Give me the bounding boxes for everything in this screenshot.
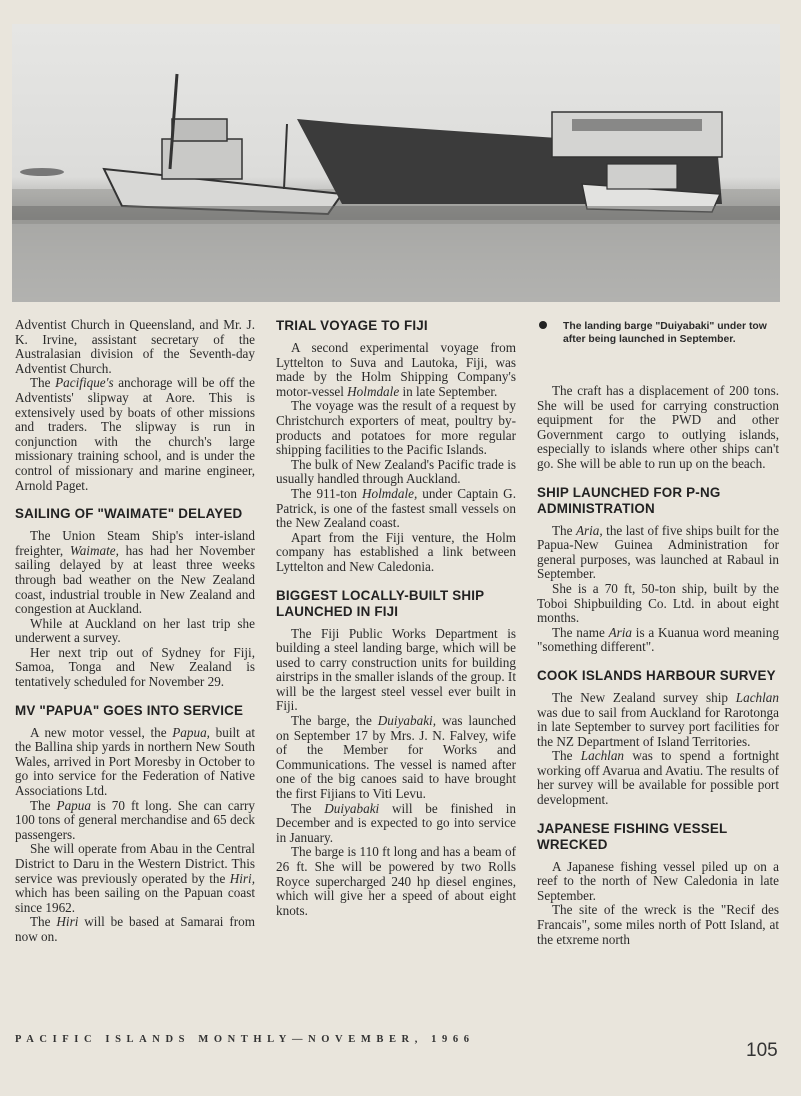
barge-and-tugboat-photo-icon	[12, 24, 780, 302]
column-2	[276, 318, 516, 918]
ship-name: Papua	[56, 797, 91, 813]
paragraph: Adventist Church in Queensland, and Mr. J. K. Irvine, assistant secretary of the Australasian division of the Seventh-day Adventist Church.	[15, 317, 255, 376]
paragraph: A second experimental voyage from Lyttelton to Suva and Lautoka, Fiji, was made by the Holm Shipping Company's motor-vessel Holmdale in late September.	[276, 340, 516, 399]
paragraph: While at Auckland on her last trip she underwent a survey.	[15, 615, 255, 646]
paragraph: The barge, the Duiyabaki, was launched on September 17 by Mrs. J. N. Falvey, wife of the Member for Works and Communications. The vessel is named after one of the big canoes said to have brought the first Fijians to Viti Levu.	[276, 713, 516, 802]
paragraph: A Japanese fishing vessel piled up on a reef to the north of New Caledonia in late September.	[537, 858, 779, 903]
paragraph: She will operate from Abau in the Central District to Daru in the Western District. This service was previously operated by the Hiri, which has been sailing on the Papuan coast since 1962.	[15, 841, 255, 915]
page-number: 105	[746, 1040, 778, 1061]
headline-cook-islands: COOK ISLANDS HARBOUR SURVEY	[537, 667, 776, 683]
paragraph: The voyage was the result of a request by Christchurch exporters of meat, poultry by-products and potatoes for more regular shipping facilities to the Pacific Islands.	[276, 398, 516, 458]
ship-name: Duiyabaki	[324, 800, 380, 816]
column-1	[15, 318, 255, 945]
ship-name: Holmdale,	[361, 485, 418, 501]
paragraph: The Union Steam Ship's inter-island freighter, Waimate, has had her November sailing delayed by at least three weeks through bad weather on the New Zealand coast, industrial trouble in New Zealand and congestion at Auckland.	[15, 528, 255, 617]
headline-japanese-vessel: JAPANESE FISHING VESSEL WRECKED	[537, 820, 728, 852]
paragraph: The barge is 110 ft long and has a beam of 26 ft. She will be powered by two Rolls Royce supercharged 240 hp diesel engines, which will give her a speed of about eight knots.	[276, 844, 516, 918]
paragraph: A new motor vessel, the Papua, built at the Ballina ship yards in northern New South Wales, arrived in Port Moresby in October to go into service for the Federation of Native Associations Ltd.	[15, 724, 255, 799]
ship-name: Lachlan	[580, 748, 625, 764]
paragraph: The bulk of New Zealand's Pacific trade is usually handled through Auckland.	[276, 456, 516, 487]
ship-name: Holmdale	[347, 383, 400, 399]
ship-name: Aria,	[575, 522, 603, 538]
paragraph: The Aria, the last of five ships built for the Papua-New Guinea Administration for general purposes, was launched at Rabaul in September.	[537, 522, 779, 582]
bullet-icon	[539, 321, 547, 329]
headline-waimate: SAILING OF "WAIMATE" DELAYED	[15, 506, 243, 522]
ship-name: Papua,	[172, 724, 210, 740]
paragraph: The 911-ton Holmdale, under Captain G. Patrick, is one of the fastest small vessels on the New Zealand coast.	[276, 485, 516, 531]
ship-name: Pacifique's	[55, 375, 114, 391]
paragraph: The craft has a displacement of 200 tons. She will be used for carrying construction equipment for the PWD and other Government cargo to outlying islands, especially to islands where other ships can't go. She will be able to run up on the beach.	[537, 383, 779, 471]
paragraph: The Lachlan was to spend a fortnight working off Avarua and Avatiu. The results of her survey will be available for possible port development.	[537, 748, 779, 808]
headline-trial-voyage: TRIAL VOYAGE TO FIJI	[276, 318, 428, 333]
paragraph: Apart from the Fiji venture, the Holm company has established a link between Lyttelton and New Caledonia.	[276, 529, 516, 574]
photo-caption: The landing barge "Duiyabaki" under tow after being launched in September.	[537, 320, 779, 346]
ship-name: Lachlan	[735, 689, 779, 705]
paragraph: The Pacifique's anchorage will be off the Adventists' slipway at Aore. This is extensively used by boats of other missions and traders. The slipway is run in conjunction with the church's large missionary training school, and is under the control of missionary and marine engineer, Arnold Paget.	[15, 375, 255, 493]
paragraph: She is a 70 ft, 50-ton ship, built by the Toboi Shipbuilding Co. Ltd. in about eight months.	[537, 580, 779, 626]
ship-name: Hiri,	[229, 870, 255, 886]
headline-biggest-ship: BIGGEST LOCALLY-BUILT SHIP LAUNCHED IN FIJI	[276, 587, 485, 619]
headline-papua: MV "PAPUA" GOES INTO SERVICE	[15, 702, 244, 718]
ship-name: Waimate,	[69, 542, 119, 558]
ship-name: Duiyabaki,	[377, 713, 437, 729]
paragraph: The Papua is 70 ft long. She can carry 100 tons of general merchandise and 65 deck passengers.	[15, 797, 255, 842]
column-3	[537, 318, 779, 947]
running-footer: PACIFIC ISLANDS MONTHLY—NOVEMBER, 1966	[15, 1034, 475, 1045]
ship-name: Aria	[608, 624, 633, 640]
ship-name: Hiri	[56, 914, 79, 930]
paragraph: The Duiyabaki will be finished in December and is expected to go into service in January.	[276, 800, 516, 845]
paragraph: The Hiri will be based at Samarai from now on.	[15, 914, 255, 944]
paragraph: Her next trip out of Sydney for Fiji, Samoa, Tonga and New Zealand is tentatively scheduled for November 29.	[15, 644, 255, 690]
paragraph: The Fiji Public Works Department is building a steel landing barge, which will be used to carry construction units for building airstrips in the smaller islands of the group. It will be the largest steel vessel ever built in Fiji.	[276, 625, 516, 714]
paragraph: The site of the wreck is the "Recif des Francais", some miles north of Pott Island, at the etxreme north	[537, 902, 779, 947]
paragraph: The name Aria is a Kuanua word meaning "something different".	[537, 624, 779, 655]
paragraph: The New Zealand survey ship Lachlan was due to sail from Auckland for Rarotonga in late September to survey port facilities for the NZ Department of Island Territories.	[537, 689, 779, 749]
photo-barge-tow	[12, 24, 780, 302]
headline-png-administration: SHIP LAUNCHED FOR P-NG ADMINISTRATION	[537, 484, 721, 516]
